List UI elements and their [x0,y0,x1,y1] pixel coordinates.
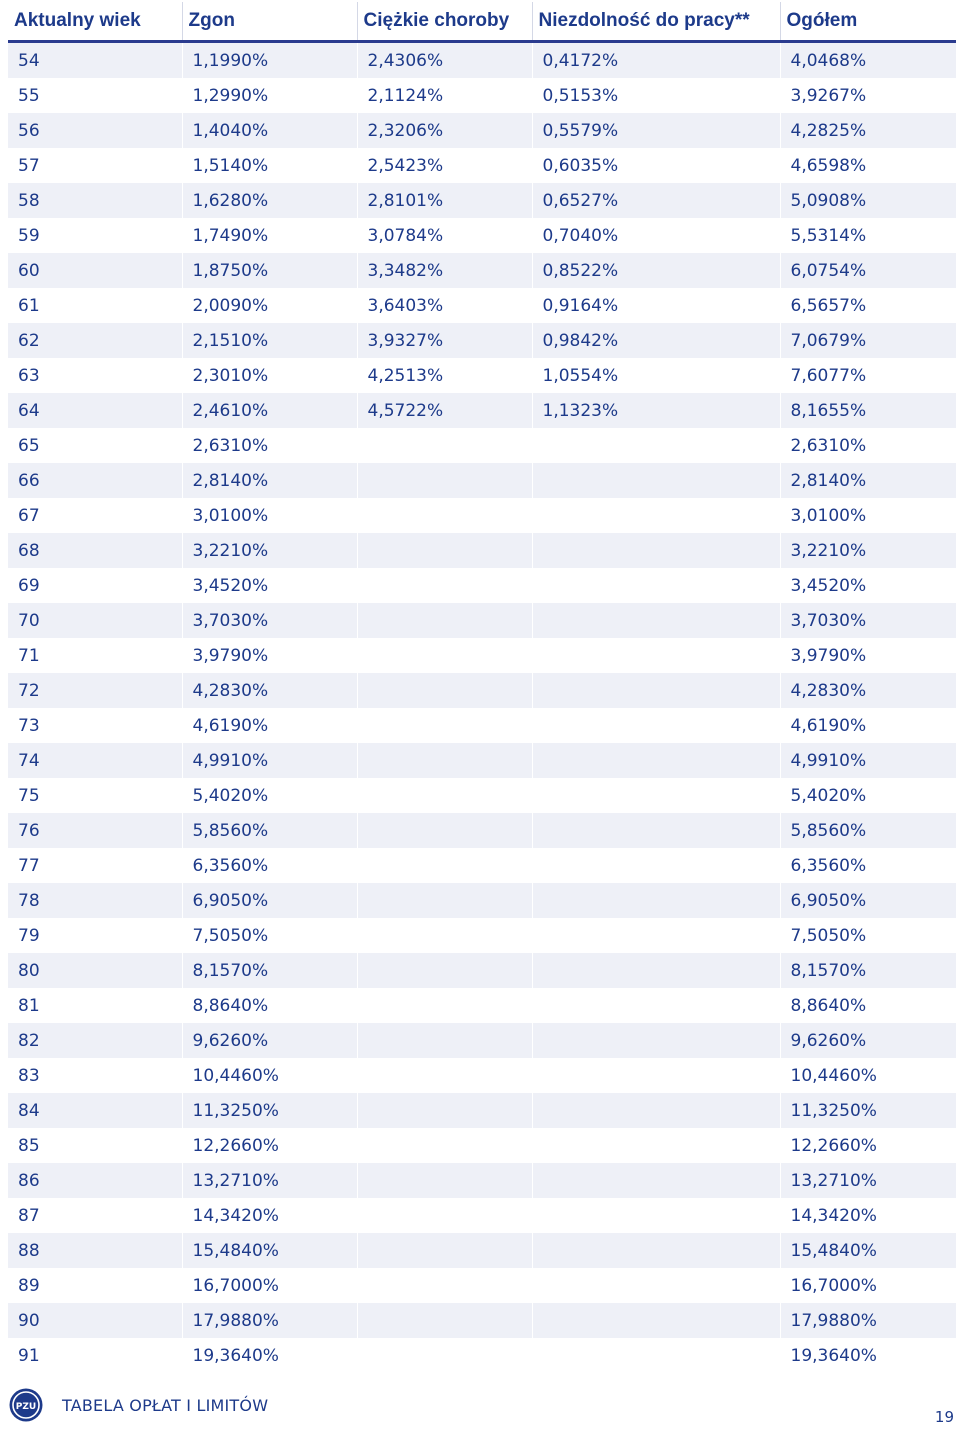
disability-rate-cell [532,1163,780,1198]
critical-illness-rate-cell [357,988,532,1023]
disability-rate-cell: 0,8522% [532,253,780,288]
critical-illness-rate-cell: 2,5423% [357,148,532,183]
age-cell: 62 [8,323,182,358]
disability-rate-cell [532,1093,780,1128]
critical-illness-rate-cell: 3,3482% [357,253,532,288]
death-rate-cell: 6,3560% [182,848,357,883]
total-rate-cell: 6,9050% [780,883,956,918]
death-rate-cell: 1,7490% [182,218,357,253]
disability-rate-cell [532,498,780,533]
age-cell: 79 [8,918,182,953]
pzu-logo-icon [8,1387,44,1423]
total-rate-cell: 8,1655% [780,393,956,428]
critical-illness-rate-cell [357,1338,532,1373]
total-rate-cell: 12,2660% [780,1128,956,1163]
disability-rate-cell [532,568,780,603]
table-row [8,183,956,218]
table-row [8,428,956,463]
critical-illness-rate-cell [357,778,532,813]
table-row [8,1163,956,1198]
total-rate-cell: 4,2825% [780,113,956,148]
critical-illness-rate-cell [357,603,532,638]
critical-illness-rate-cell: 2,4306% [357,42,532,79]
age-cell: 71 [8,638,182,673]
disability-rate-cell [532,463,780,498]
table-row [8,883,956,918]
disability-rate-cell: 0,7040% [532,218,780,253]
total-rate-cell: 4,9910% [780,743,956,778]
table-body [8,42,956,1374]
critical-illness-rate-cell [357,1268,532,1303]
total-rate-cell: 16,7000% [780,1268,956,1303]
death-rate-cell: 3,2210% [182,533,357,568]
disability-rate-cell [532,1303,780,1338]
disability-rate-cell [532,988,780,1023]
header-row [8,2,956,42]
death-rate-cell: 16,7000% [182,1268,357,1303]
total-rate-cell: 15,4840% [780,1233,956,1268]
table-row [8,953,956,988]
critical-illness-rate-cell: 3,0784% [357,218,532,253]
table-row [8,603,956,638]
critical-illness-rate-cell [357,1023,532,1058]
death-rate-cell: 9,6260% [182,1023,357,1058]
age-cell: 75 [8,778,182,813]
total-rate-cell: 8,1570% [780,953,956,988]
death-rate-cell: 1,6280% [182,183,357,218]
disability-rate-cell [532,1058,780,1093]
critical-illness-rate-cell [357,1233,532,1268]
pzu-logo-text: PZU [15,1402,37,1412]
age-cell: 82 [8,1023,182,1058]
death-rate-cell: 4,6190% [182,708,357,743]
critical-illness-rate-cell [357,1198,532,1233]
critical-illness-rate-cell: 2,8101% [357,183,532,218]
total-rate-cell: 13,2710% [780,1163,956,1198]
age-cell: 80 [8,953,182,988]
column-header-death: Zgon [182,2,357,42]
death-rate-cell: 14,3420% [182,1198,357,1233]
age-cell: 64 [8,393,182,428]
total-rate-cell: 2,6310% [780,428,956,463]
table-header [8,2,956,42]
age-cell: 91 [8,1338,182,1373]
footer-title: TABELA OPŁAT I LIMITÓW [62,1396,269,1415]
table-row [8,323,956,358]
death-rate-cell: 7,5050% [182,918,357,953]
critical-illness-rate-cell: 2,3206% [357,113,532,148]
death-rate-cell: 12,2660% [182,1128,357,1163]
age-cell: 78 [8,883,182,918]
death-rate-cell: 3,9790% [182,638,357,673]
table-row [8,848,956,883]
death-rate-cell: 19,3640% [182,1338,357,1373]
table-row [8,918,956,953]
total-rate-cell: 5,5314% [780,218,956,253]
disability-rate-cell: 1,0554% [532,358,780,393]
death-rate-cell: 4,9910% [182,743,357,778]
critical-illness-rate-cell [357,1128,532,1163]
disability-rate-cell [532,428,780,463]
age-cell: 84 [8,1093,182,1128]
table-row [8,638,956,673]
table-row [8,288,956,323]
death-rate-cell: 1,8750% [182,253,357,288]
total-rate-cell: 2,8140% [780,463,956,498]
table-row [8,113,956,148]
table-row [8,813,956,848]
age-cell: 67 [8,498,182,533]
death-rate-cell: 2,4610% [182,393,357,428]
age-cell: 89 [8,1268,182,1303]
death-rate-cell: 2,3010% [182,358,357,393]
age-cell: 88 [8,1233,182,1268]
total-rate-cell: 4,6190% [780,708,956,743]
column-header-age: Aktualny wiek [8,2,182,42]
total-rate-cell: 17,9880% [780,1303,956,1338]
total-rate-cell: 7,6077% [780,358,956,393]
disability-rate-cell [532,708,780,743]
critical-illness-rate-cell [357,1058,532,1093]
age-cell: 57 [8,148,182,183]
total-rate-cell: 7,5050% [780,918,956,953]
total-rate-cell: 8,8640% [780,988,956,1023]
total-rate-cell: 3,7030% [780,603,956,638]
table-row [8,463,956,498]
disability-rate-cell: 0,6527% [532,183,780,218]
death-rate-cell: 13,2710% [182,1163,357,1198]
critical-illness-rate-cell [357,533,532,568]
total-rate-cell: 6,5657% [780,288,956,323]
disability-rate-cell: 1,1323% [532,393,780,428]
total-rate-cell: 7,0679% [780,323,956,358]
disability-rate-cell [532,1268,780,1303]
disability-rate-cell [532,848,780,883]
table-row [8,498,956,533]
page-number: 19 [934,1408,954,1426]
death-rate-cell: 2,8140% [182,463,357,498]
table-row [8,988,956,1023]
death-rate-cell: 8,1570% [182,953,357,988]
death-rate-cell: 2,1510% [182,323,357,358]
table-row [8,673,956,708]
table-row [8,148,956,183]
death-rate-cell: 6,9050% [182,883,357,918]
disability-rate-cell [532,1023,780,1058]
total-rate-cell: 3,0100% [780,498,956,533]
age-cell: 77 [8,848,182,883]
age-cell: 56 [8,113,182,148]
death-rate-cell: 1,2990% [182,78,357,113]
disability-rate-cell: 0,6035% [532,148,780,183]
disability-rate-cell [532,1198,780,1233]
total-rate-cell: 5,4020% [780,778,956,813]
table-row [8,1303,956,1338]
total-rate-cell: 14,3420% [780,1198,956,1233]
age-cell: 83 [8,1058,182,1093]
total-rate-cell: 6,0754% [780,253,956,288]
age-cell: 59 [8,218,182,253]
disability-rate-cell [532,533,780,568]
table-row [8,533,956,568]
table-row [8,568,956,603]
death-rate-cell: 2,0090% [182,288,357,323]
critical-illness-rate-cell [357,848,532,883]
table-row [8,778,956,813]
age-cell: 74 [8,743,182,778]
age-cell: 85 [8,1128,182,1163]
critical-illness-rate-cell [357,1303,532,1338]
column-header-disability: Niezdolność do pracy** [532,2,780,42]
table-row [8,218,956,253]
total-rate-cell: 3,9267% [780,78,956,113]
total-rate-cell: 9,6260% [780,1023,956,1058]
critical-illness-rate-cell: 4,5722% [357,393,532,428]
total-rate-cell: 3,4520% [780,568,956,603]
critical-illness-rate-cell [357,708,532,743]
disability-rate-cell [532,603,780,638]
disability-rate-cell [532,1233,780,1268]
death-rate-cell: 4,2830% [182,673,357,708]
age-cell: 76 [8,813,182,848]
age-cell: 68 [8,533,182,568]
critical-illness-rate-cell [357,883,532,918]
critical-illness-rate-cell [357,638,532,673]
total-rate-cell: 19,3640% [780,1338,956,1373]
critical-illness-rate-cell [357,953,532,988]
pzu-logo [8,1387,44,1423]
rate-table [8,2,956,1373]
critical-illness-rate-cell [357,568,532,603]
table-row [8,1093,956,1128]
table-row [8,78,956,113]
disability-rate-cell [532,743,780,778]
age-cell: 90 [8,1303,182,1338]
age-cell: 86 [8,1163,182,1198]
total-rate-cell: 10,4460% [780,1058,956,1093]
disability-rate-cell: 0,4172% [532,42,780,79]
critical-illness-rate-cell: 3,6403% [357,288,532,323]
table-row [8,1198,956,1233]
disability-rate-cell: 0,5153% [532,78,780,113]
death-rate-cell: 10,4460% [182,1058,357,1093]
disability-rate-cell [532,918,780,953]
disability-rate-cell: 0,5579% [532,113,780,148]
disability-rate-cell [532,953,780,988]
table-row [8,1058,956,1093]
age-cell: 72 [8,673,182,708]
table-row [8,393,956,428]
death-rate-cell: 1,5140% [182,148,357,183]
total-rate-cell: 3,2210% [780,533,956,568]
table-row [8,253,956,288]
age-cell: 81 [8,988,182,1023]
age-cell: 69 [8,568,182,603]
age-cell: 55 [8,78,182,113]
age-cell: 54 [8,42,182,79]
total-rate-cell: 4,2830% [780,673,956,708]
age-cell: 65 [8,428,182,463]
age-cell: 87 [8,1198,182,1233]
critical-illness-rate-cell [357,463,532,498]
table-row [8,358,956,393]
death-rate-cell: 2,6310% [182,428,357,463]
disability-rate-cell: 0,9164% [532,288,780,323]
disability-rate-cell: 0,9842% [532,323,780,358]
critical-illness-rate-cell [357,673,532,708]
total-rate-cell: 4,6598% [780,148,956,183]
total-rate-cell: 6,3560% [780,848,956,883]
critical-illness-rate-cell [357,918,532,953]
death-rate-cell: 3,7030% [182,603,357,638]
critical-illness-rate-cell [357,428,532,463]
table-row [8,1023,956,1058]
disability-rate-cell [532,673,780,708]
column-header-critical-illness: Ciężkie choroby [357,2,532,42]
critical-illness-rate-cell: 3,9327% [357,323,532,358]
death-rate-cell: 15,4840% [182,1233,357,1268]
disability-rate-cell [532,1128,780,1163]
disability-rate-cell [532,1338,780,1373]
table-row [8,1128,956,1163]
total-rate-cell: 5,0908% [780,183,956,218]
disability-rate-cell [532,778,780,813]
table-row [8,1338,956,1373]
table-row [8,708,956,743]
critical-illness-rate-cell: 4,2513% [357,358,532,393]
death-rate-cell: 3,4520% [182,568,357,603]
table-row [8,1268,956,1303]
death-rate-cell: 5,8560% [182,813,357,848]
critical-illness-rate-cell [357,498,532,533]
disability-rate-cell [532,638,780,673]
death-rate-cell: 1,4040% [182,113,357,148]
death-rate-cell: 8,8640% [182,988,357,1023]
table-row [8,1233,956,1268]
age-cell: 73 [8,708,182,743]
total-rate-cell: 4,0468% [780,42,956,79]
death-rate-cell: 3,0100% [182,498,357,533]
table-row [8,743,956,778]
age-cell: 66 [8,463,182,498]
column-header-total: Ogółem [780,2,956,42]
disability-rate-cell [532,813,780,848]
critical-illness-rate-cell [357,1093,532,1128]
age-cell: 60 [8,253,182,288]
age-cell: 63 [8,358,182,393]
death-rate-cell: 17,9880% [182,1303,357,1338]
age-cell: 58 [8,183,182,218]
death-rate-cell: 5,4020% [182,778,357,813]
total-rate-cell: 5,8560% [780,813,956,848]
critical-illness-rate-cell: 2,1124% [357,78,532,113]
age-cell: 61 [8,288,182,323]
death-rate-cell: 1,1990% [182,42,357,79]
death-rate-cell: 11,3250% [182,1093,357,1128]
age-cell: 70 [8,603,182,638]
table-row [8,42,956,79]
total-rate-cell: 11,3250% [780,1093,956,1128]
total-rate-cell: 3,9790% [780,638,956,673]
critical-illness-rate-cell [357,1163,532,1198]
critical-illness-rate-cell [357,743,532,778]
disability-rate-cell [532,883,780,918]
critical-illness-rate-cell [357,813,532,848]
